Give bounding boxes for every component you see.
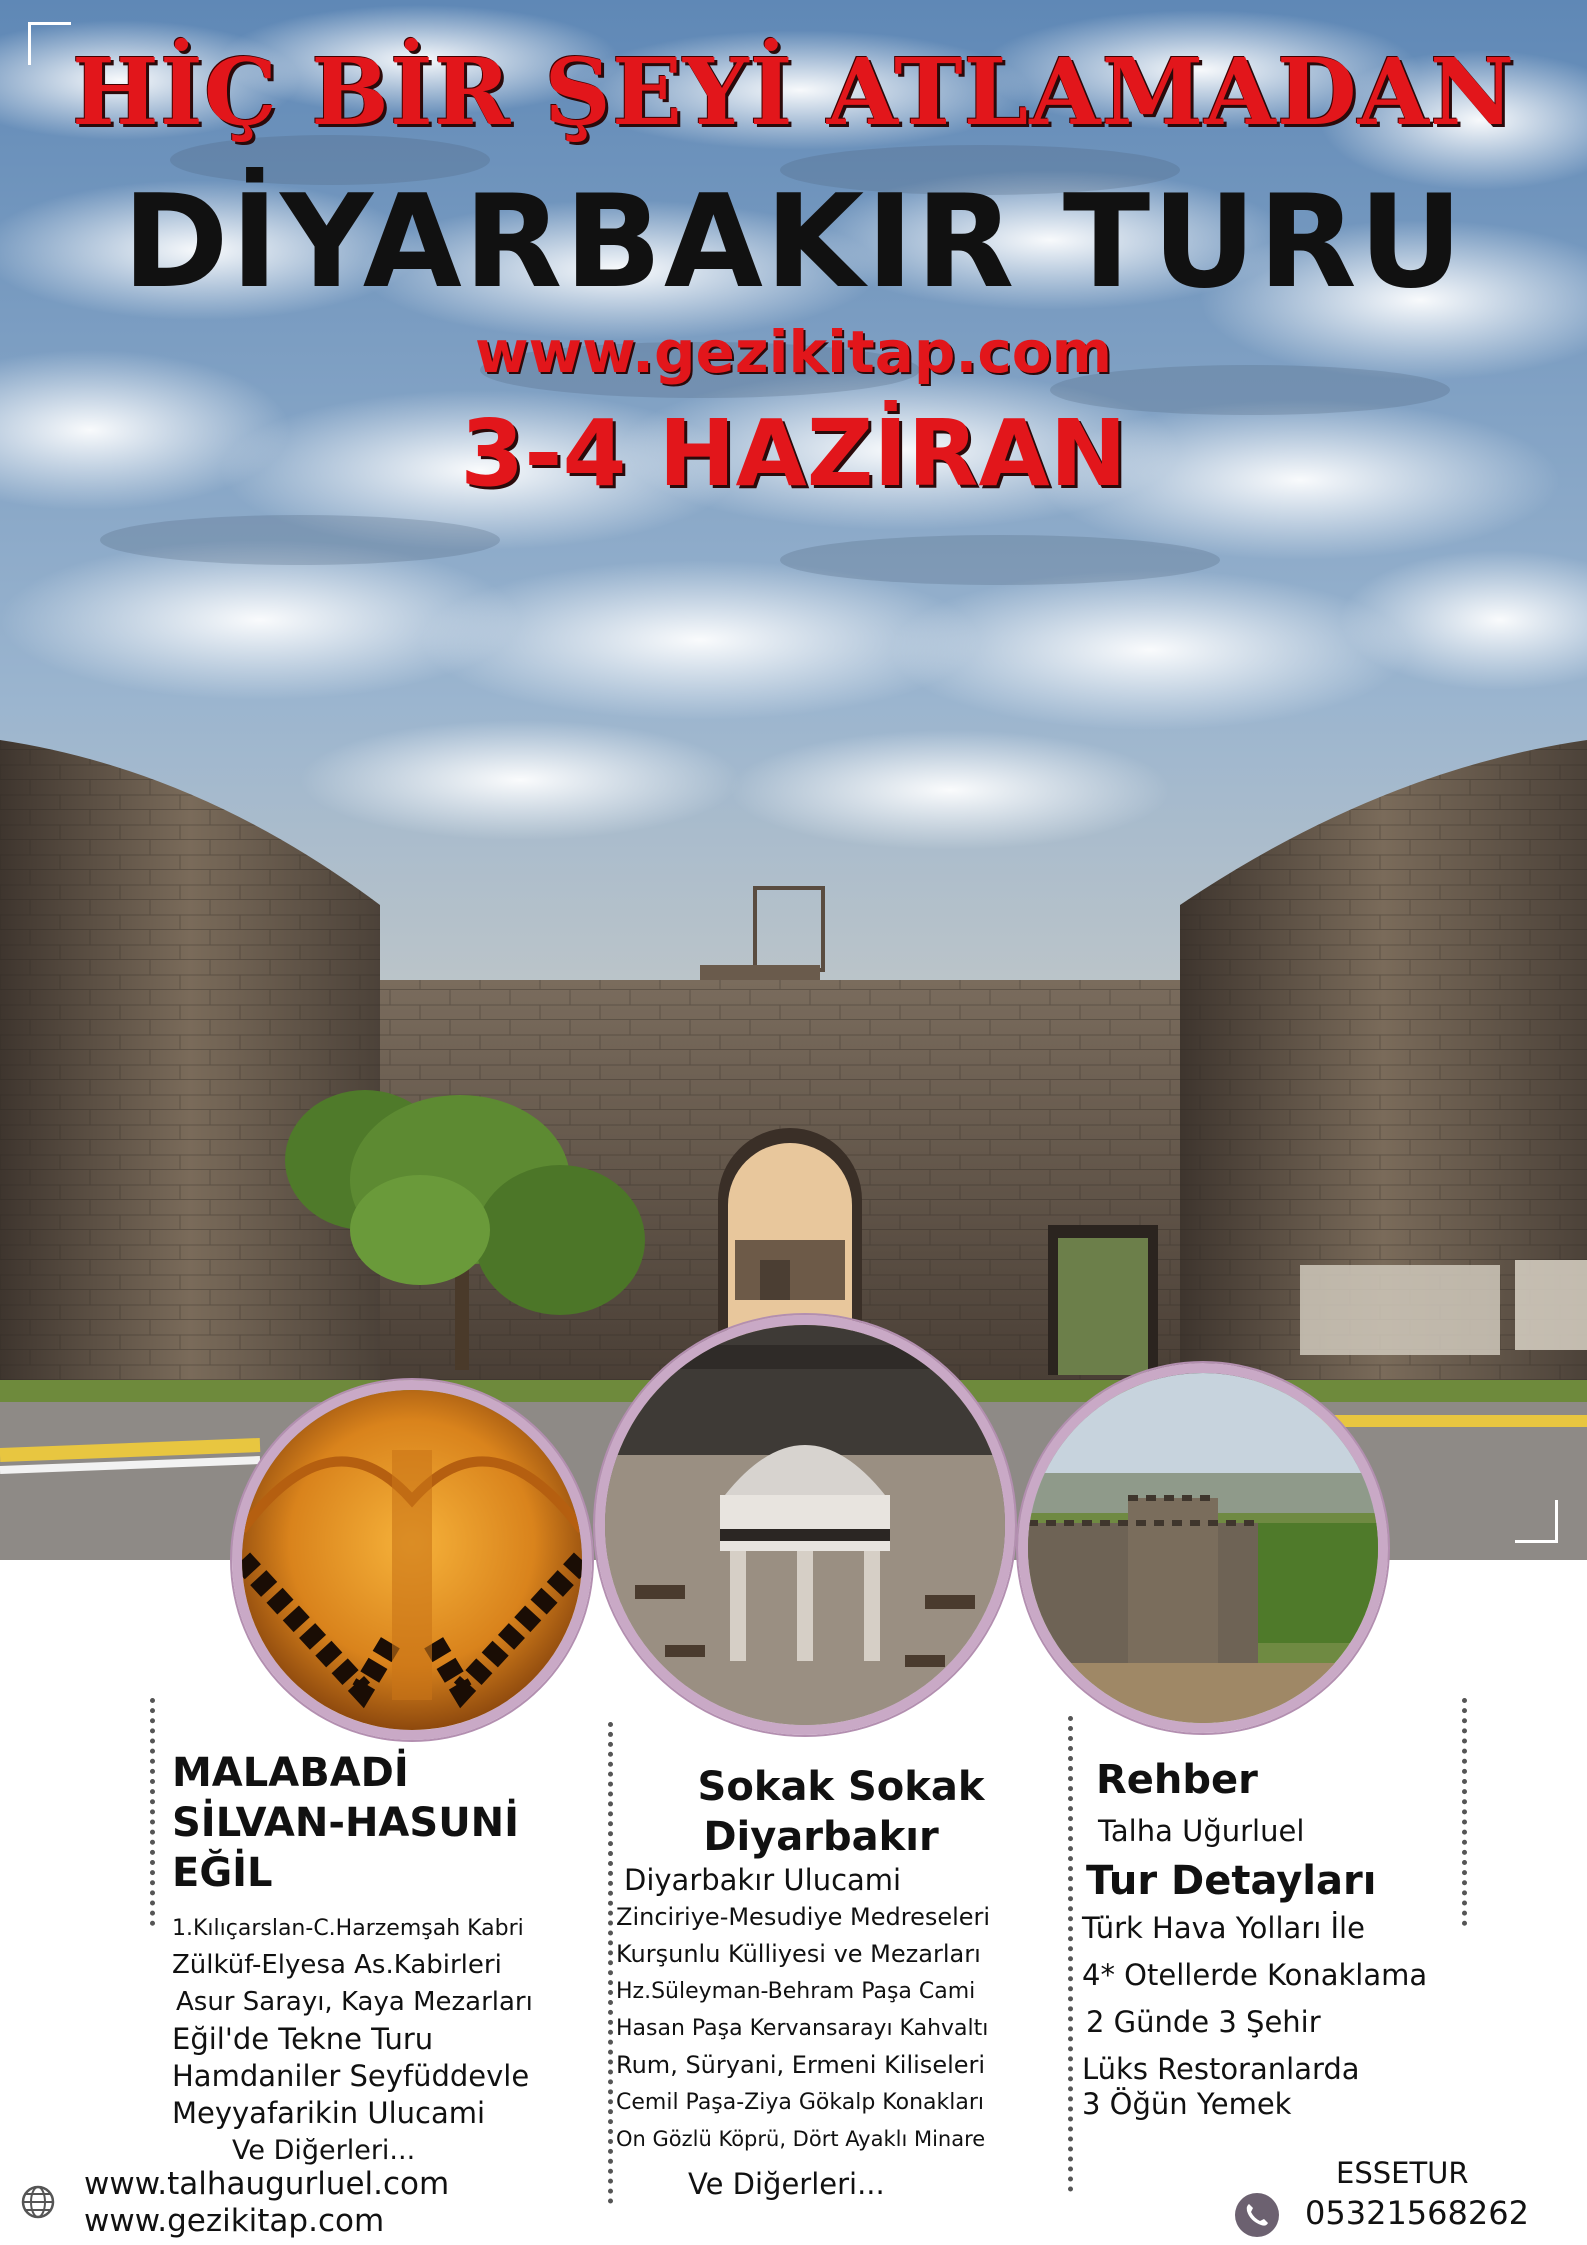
headline-top: HİÇ BİR ŞEYİ ATLAMADAN [71, 38, 1516, 146]
list-item: Ve Diğerleri... [688, 2167, 885, 2201]
list-item: Meyyafarikin Ulucami [172, 2096, 486, 2130]
list-item: On Gözlü Köprü, Dört Ayaklı Minare [616, 2127, 986, 2151]
column-title-line: MALABADİ [172, 1750, 409, 1796]
column-malabadi [172, 1748, 533, 2169]
egil-castle-photo [1018, 1363, 1388, 1733]
footer-website-2[interactable]: www.gezikitap.com [84, 2203, 385, 2239]
details-title: Tur Detayları [1086, 1858, 1377, 1904]
column-tour-details [1082, 1755, 1427, 2123]
divider-right [1462, 1698, 1467, 1926]
company-name: ESSETUR [1336, 2156, 1469, 2190]
list-item: Kurşunlu Külliyesi ve Mezarları [616, 1940, 981, 1968]
column-title-line: Sokak Sokak [697, 1764, 985, 1810]
list-item: 2 Günde 3 Şehir [1086, 2005, 1321, 2039]
column-sokak-sokak [616, 1762, 1066, 2203]
headline-website: www.gezikitap.com [474, 318, 1113, 386]
footer-website-1[interactable]: www.talhaugurluel.com [84, 2166, 450, 2202]
list-item: 3 Öğün Yemek [1082, 2087, 1292, 2121]
list-item: Türk Hava Yolları İle [1082, 1911, 1365, 1945]
corner-mark-bottom-right [1515, 1500, 1558, 1543]
globe-icon [20, 2184, 56, 2224]
list-item: Zinciriye-Mesudiye Medreseleri [616, 1903, 991, 1931]
list-item: Zülküf-Elyesa As.Kabirleri [172, 1950, 502, 1980]
hasan-pasa-han-photo [595, 1315, 1015, 1735]
list-item: Lüks Restoranlarda [1082, 2052, 1360, 2086]
malabadi-bridge-photo [232, 1380, 592, 1740]
column-title-line: Diyarbakır [703, 1814, 939, 1860]
divider-middle-left [608, 1722, 613, 2204]
list-item: Eğil'de Tekne Turu [172, 2022, 434, 2056]
list-item: Cemil Paşa-Ziya Gökalp Konakları [616, 2090, 984, 2115]
guide-title: Rehber [1096, 1757, 1258, 1803]
list-item: Hamdaniler Seyfüddevle [172, 2059, 530, 2093]
column-title-line: SİLVAN-HASUNİ [172, 1800, 520, 1846]
list-item: 1.Kılıçarslan-C.Harzemşah Kabri [172, 1916, 524, 1941]
phone-icon [1234, 2192, 1280, 2242]
headline-dates: 3-4 HAZİRAN [460, 400, 1127, 507]
list-item: Asur Sarayı, Kaya Mezarları [176, 1987, 533, 2017]
column-title-line: EĞİL [172, 1850, 273, 1896]
list-item: Diyarbakır Ulucami [624, 1863, 902, 1897]
headline-main: DİYARBAKIR TURU [122, 168, 1465, 317]
list-item: Rum, Süryani, Ermeni Kiliseleri [616, 2051, 986, 2079]
list-item: Ve Diğerleri... [232, 2135, 416, 2166]
list-item: Hasan Paşa Kervansarayı Kahvaltı [616, 2016, 989, 2041]
divider-middle-right [1068, 1716, 1073, 2192]
divider-left [150, 1698, 155, 1926]
phone-number[interactable]: 05321568262 [1305, 2194, 1529, 2232]
list-item: 4* Otellerde Konaklama [1082, 1958, 1428, 1992]
guide-name: Talha Uğurluel [1098, 1814, 1305, 1848]
list-item: Hz.Süleyman-Behram Paşa Cami [616, 1979, 976, 2004]
